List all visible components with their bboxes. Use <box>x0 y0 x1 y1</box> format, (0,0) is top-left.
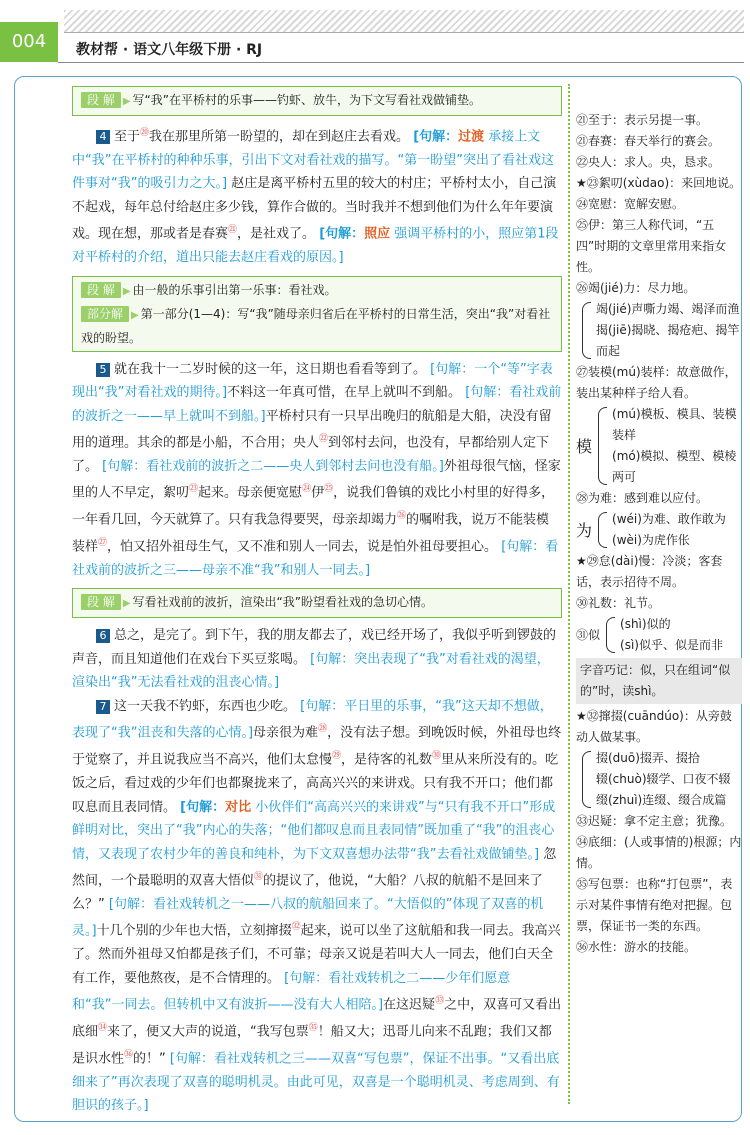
text: 在这迟疑 <box>383 997 436 1013</box>
note-27: ㉗装模(mú)装样：故意做作，装出某种样子给人看。 <box>576 365 737 400</box>
note-text: 承接上文中“我”在平桥村的种种乐事，引出下文对看社戏的描写。“第一盼望”突出了看社戏这件事对“我”的吸引力之大。] <box>72 129 554 192</box>
paragraph-4 <box>72 122 562 270</box>
text: 这一天我不钓虾，东西也少吃。 <box>114 698 297 714</box>
paragraph-number: 7 <box>96 700 110 714</box>
note-24: ㉔宽慰：宽解安慰。 <box>576 197 685 211</box>
note-29: ★㉙怠(dài)慢：冷淡；客套话，表示招待不周。 <box>576 554 723 589</box>
text: 总之，是完了。到下午，我的朋友都去了，戏已经开场了，我似乎听到锣鼓的声音，而且知道他们在戏台下买豆浆喝。 <box>72 628 557 667</box>
paragraph-number: 5 <box>96 363 110 377</box>
footnote-marker: ㉜ <box>291 922 301 933</box>
sentence-note: [句解：看社戏转机之二——少年们愿意和“我”一同去。但转机中又有波折——没有大人相陪。] <box>72 970 511 1013</box>
char-compare <box>576 509 742 551</box>
text: 的提议了，他说，“大船？八叔的航船不是回来了么？” <box>72 873 543 912</box>
text: 起来，说可以坐了这航船和我一同去。我高兴了。然而外祖母又怕都是孩子们，不可靠；母亲又说是若叫大人一同去，他们白天全有工作，要他熬夜，是不合情理的。 <box>72 923 561 986</box>
compare-char: 模 <box>576 436 593 456</box>
compare-line: (sì)似乎、似是而非 <box>620 638 723 652</box>
text: 外祖母很气恼，怪家里的人不早定，絮叨 <box>72 458 561 501</box>
text: ，是社戏了。 <box>237 226 316 242</box>
compare-line: (wèi)为虎作伥 <box>612 533 690 547</box>
compare-char: ㉛似 <box>576 627 601 642</box>
paragraph-analysis-box <box>72 276 562 352</box>
note-keyword: 照应 <box>364 226 391 242</box>
text: 的嘱咐我，说万不能装模装样 <box>72 512 550 555</box>
text: 就在我十一二岁时候的这一年，这日期也看看等到了。 <box>114 361 427 377</box>
compare-line: (mó)模拟、模型、模棱两可 <box>612 449 737 484</box>
arrow-icon: ▶ <box>122 96 131 107</box>
compare-char: 为 <box>576 520 593 540</box>
paragraph-7 <box>72 695 562 1118</box>
analysis-text: 由一般的乐事引出第一乐事：看社戏。 <box>132 282 337 297</box>
footnote-marker: ㉒ <box>319 434 329 445</box>
char-compare-bracket <box>598 404 742 488</box>
text: 我在那里所第一盼望的，却在到赵庄去看戏。 <box>149 129 410 145</box>
top-stripe <box>64 10 744 33</box>
analysis-text: 写“我”在平桥村的乐事——钓虾、放牛，为下文写看社戏做铺垫。 <box>132 93 481 107</box>
compare-line: 辍(chuò)辍学、口夜不辍 <box>596 772 731 786</box>
page-number: 004 <box>0 22 58 62</box>
pronunciation-tip: 字音巧记：似，只在组词“似的”时，读shì。 <box>576 658 742 704</box>
text: 起来。母亲便宽慰 <box>198 485 303 501</box>
compare-line: (wéi)为难、敢作敢为 <box>612 512 726 526</box>
paragraph-number: 6 <box>96 629 110 643</box>
note-34: ㉞底细：(人或事情的)根源；内情。 <box>576 835 742 870</box>
note-label: [句解： <box>319 226 365 242</box>
analysis-tag: 段 解 <box>81 282 121 298</box>
text: 伊 <box>311 485 325 501</box>
note-keyword: 过渡 <box>458 129 485 145</box>
sentence-note: [句解：看社戏前的波折之二——央人到邻村去问也没有船。] <box>102 458 444 474</box>
note-label: [句解： <box>413 129 459 145</box>
footnote-marker: ㊱ <box>124 1049 134 1060</box>
analysis-text: 写看社戏前的波折，渲染出“我”盼望看社戏的急切心情。 <box>132 595 433 610</box>
part-analysis-tag: 部分解 <box>81 306 129 322</box>
note-30: ㉚礼数：礼节。 <box>576 596 661 610</box>
text: 忽然间，一个最聪明的双喜大悟似 <box>72 846 557 889</box>
note-22: ㉒央人：求人。央，恳求。 <box>576 155 721 169</box>
note-text: 小伙伴们“高高兴兴的来讲戏”与“只有我不开口”形成鲜明对比，突出了“我”内心的失落；“他们都叹息而且表同情”既加重了“我”的沮丧心情，又表现了农村少年的善良和纯朴，为下文双喜想办法带“我”去看社戏做铺垫。] <box>72 799 556 862</box>
note-26: ㉖竭(jié)力：尽力地。 <box>576 281 696 295</box>
text: ，是待客的礼数 <box>341 752 433 768</box>
sentence-note: [句解：平日里的乐事，“我”这天却不想做，表现了“我”沮丧和失落的心情。] <box>72 698 553 741</box>
note-32: ★㉜撺掇(cuāndúo)：从旁鼓动人做某事。 <box>576 709 732 744</box>
char-compare-bracket <box>606 614 742 656</box>
footnote-marker: ㉕ <box>324 484 334 495</box>
footnote-marker: ㉗ <box>98 538 108 549</box>
text: 到邻村去问，也没有，早都给别人定下了。 <box>72 435 550 474</box>
footnote-marker: ㉟ <box>308 1023 318 1034</box>
note-28: ㉘为难：感到难以应付。 <box>576 491 709 505</box>
note-33: ㉝迟疑：拿不定主意；犹豫。 <box>576 814 733 828</box>
paragraph-number: 4 <box>96 130 110 144</box>
main-text <box>72 80 562 1118</box>
text: 赵庄是离平桥村五里的较大的村庄；平桥村太小，自己演不起戏，每年总付给赵庄多少钱，算作合做的。当时我并不想到他们为什么年年要演戏。现在想，那或者是春赛 <box>72 176 557 242</box>
text: 不料这一年真可惜，在早上就叫不到船。 <box>227 385 462 401</box>
sentence-note: [句解：看社戏前的波折之三——母亲不准“我”和别人一同去。] <box>72 539 559 578</box>
vocabulary-sidebar <box>576 110 742 958</box>
footnote-marker: ㉑ <box>228 225 238 236</box>
sentence-note: [句解：突出表现了“我”对看社戏的渴望，渲染出“我”无法看社戏的沮丧心情。] <box>72 651 550 691</box>
text: 至于 <box>114 129 141 145</box>
compare-line: 掇(duō)掇弄、掇拾 <box>596 751 700 765</box>
compare-line: (mú)模板、模具、装模装样 <box>612 407 737 442</box>
note-36: ㊱水性：游水的技能。 <box>576 940 697 954</box>
compare-line: (shì)似的 <box>620 617 671 631</box>
footnote-marker: ㉛ <box>254 872 264 883</box>
footnote-marker: ㉖ <box>397 511 407 522</box>
footnote-marker: ㉚ <box>432 751 442 762</box>
text: 的！” <box>133 1051 166 1067</box>
paragraph-5 <box>72 358 562 583</box>
footnote-marker: ⑳ <box>140 128 150 138</box>
text: 来了，便又大声的说道，“我写包票 <box>107 1024 309 1040</box>
note-20: ㉑至于：表示另提一事。 <box>576 113 709 127</box>
note-21: ㉑春赛：春天举行的赛会。 <box>576 134 721 148</box>
paragraph-6 <box>72 624 562 695</box>
analysis-tag: 段 解 <box>81 92 121 108</box>
char-compare <box>576 614 742 656</box>
text: ，说我们鲁镇的戏比小村里的好得多，一年看几回，今天就算了。只有我急得要哭，母亲却竭力 <box>72 485 555 528</box>
char-compare-bracket <box>582 299 742 362</box>
paragraph-analysis-box <box>72 588 562 618</box>
note-label: [句解： <box>180 799 226 815</box>
analysis-tag: 段 解 <box>81 594 121 610</box>
footnote-marker: ㉓ <box>189 484 199 495</box>
char-compare-bracket <box>582 748 742 811</box>
text: ，怕又招外祖母生气，又不准和别人一同去，说是怕外祖母要担心。 <box>107 539 498 555</box>
arrow-icon: ▶ <box>122 285 131 297</box>
analysis-text: 第一部分(1—4)：写“我”随母亲归省后在平桥村的日常生活，突出“我”对看社戏的盼望。 <box>81 306 551 345</box>
text: 母亲很为难 <box>253 725 319 741</box>
compare-line: 揭(jiē)揭晓、揭疮疤、揭竿而起 <box>596 323 740 358</box>
char-compare-bracket <box>598 509 742 551</box>
sentence-note: [句解：看社戏前的波折之一——早上就叫不到船。] <box>72 385 562 424</box>
footnote-marker: ㉝ <box>435 996 445 1007</box>
text: ！船又大；迅哥儿向来不乱跑；我们又都是识水性 <box>72 1024 552 1067</box>
note-25: ㉕伊：第三人称代词，“五四”时期的文章里常用来指女性。 <box>576 218 727 274</box>
compare-line: 缀(zhuì)连缀、缀合成篇 <box>596 793 727 807</box>
text: 十几个别的少年也大悟，立刻撺掇 <box>96 923 292 939</box>
arrow-icon: ▶ <box>122 598 131 610</box>
text: 之中，双喜可又看出底细 <box>72 997 562 1040</box>
paragraph-analysis-box <box>72 86 562 116</box>
column-divider <box>568 84 570 1104</box>
text: 里从来所没有的。吃饭之后，看过戏的少年们也都聚拢来了，高高兴兴的来讲戏。只有我不开口；他们都叹息而且表同情。 <box>72 752 559 815</box>
footnote-marker: ㉘ <box>318 724 328 735</box>
sentence-note: [句解：看社戏转机之三——双喜“写包票”，保证不出事。“又看出底细来了”再次表现了双喜的聪明机灵。由此可见，双喜是一个聪明机灵、考虑周到、有胆识的孩子。] <box>72 1051 560 1114</box>
note-text: 强调平桥村的小，照应第1段对平桥村的介绍，道出只能去赵庄看戏的原因。] <box>72 226 559 266</box>
text: ，没有法子想。到晚饭时候，外祖母也终于觉察了，并且说我应当不高兴，他们太怠慢 <box>72 725 562 768</box>
sentence-note: [句解：一个“等”字表现出“我”对看社戏的期待。] <box>72 361 553 401</box>
arrow-icon: ▶ <box>131 309 139 321</box>
footnote-marker: ㉞ <box>98 1023 108 1034</box>
compare-line: 竭(jié)声嘶力竭、竭泽而渔 <box>596 302 740 316</box>
book-title: 教材帮 · 语文八年级下册 · RJ <box>76 42 263 58</box>
note-35: ㉟写包票：也称“打包票”，表示对某件事情有绝对把握。包票，保证书一类的东西。 <box>576 877 733 933</box>
note-keyword: 对比 <box>225 799 252 815</box>
note-23: ★㉓絮叨(xùdao)：来回地说。 <box>576 176 742 190</box>
header-bar <box>58 32 744 63</box>
sentence-note: [句解：看社戏转机之一——八叔的航船回来了。“大悟似的”体现了双喜的机灵。] <box>72 896 544 939</box>
char-compare <box>576 404 742 488</box>
footnote-marker: ㉙ <box>332 751 342 762</box>
footnote-marker: ㉔ <box>302 484 312 495</box>
text: 平桥村只有一只早出晚归的航船是大船，决没有留用的道理。其余的都是小船，不合用；央人 <box>72 408 552 451</box>
